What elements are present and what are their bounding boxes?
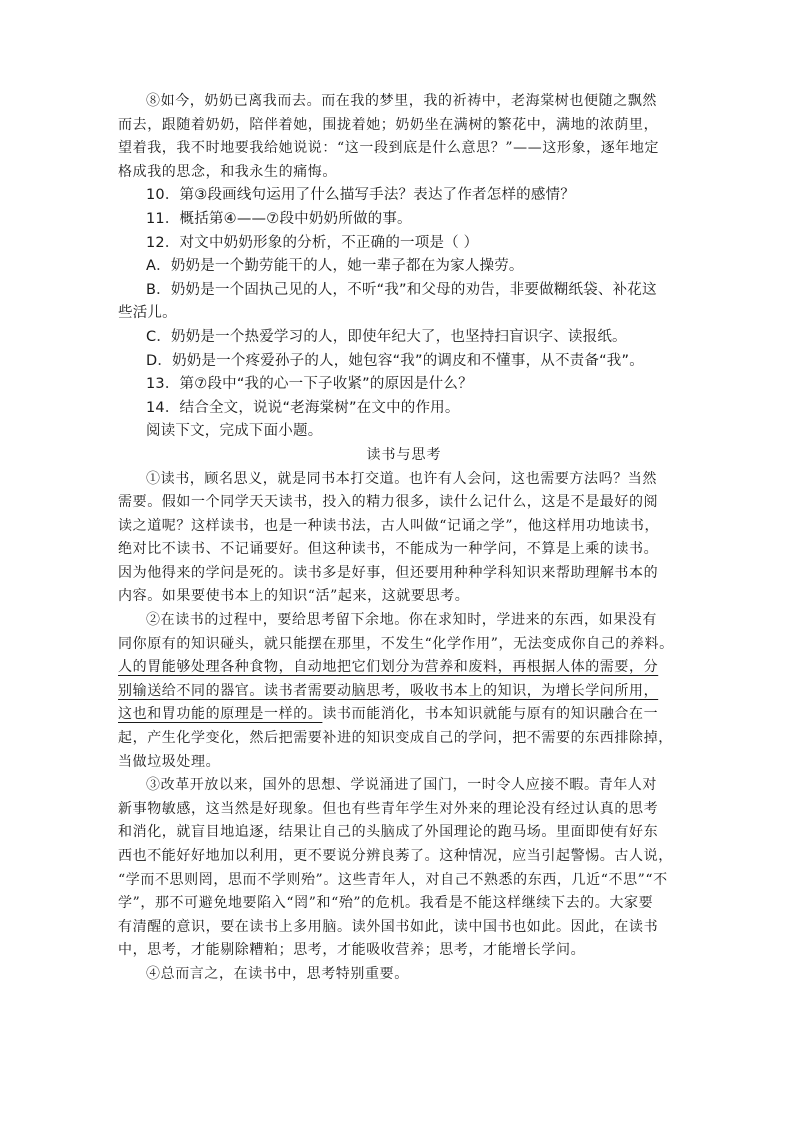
paragraph-line: 因为他得来的学问是死的。读书多是好事，但还要用种种学科知识来帮助理解书本的 xyxy=(118,564,659,581)
paragraph-line: ①读书，顾名思义，就是同书本打交道。也许有人会问，这也需要方法吗？当然 xyxy=(146,470,657,487)
reading-instruction: 阅读下文，完成下面小题。 xyxy=(146,423,323,440)
passage1-line: 而去，跟随着奶奶，陪伴着她，围拢着她；奶奶坐在满树的繁花中，满地的浓荫里， xyxy=(118,116,659,133)
paragraph-line: 读之道呢？这样读书，也是一种读书法，古人叫做“记诵之学”，他这样用功地读书， xyxy=(118,517,660,534)
passage1-ending xyxy=(118,90,690,184)
paragraph-line: 有清醒的意识，要在读书上多用脑。读外国书如此，读中国书也如此。因此，在读书 xyxy=(118,918,659,935)
sentence-continuation: 读书而能消化，书本知识就能与原有的知识融合在一 xyxy=(322,706,659,723)
passage1-line: 格成我的思念，和我永生的痛悔。 xyxy=(118,163,337,180)
question-10: 10．第③段画线句运用了什么描写手法？表达了作者怎样的感情？ xyxy=(146,187,575,204)
essay-paragraph-3 xyxy=(118,774,690,963)
paragraph-line: 需要。假如一个同学天天读书，投入的精力很多，读什么记什么，这是不是最好的阅 xyxy=(118,494,659,511)
option-b: B．奶奶是一个固执己见的人，不听“我”和父母的劝告，非要做糊纸袋、补花这 xyxy=(146,281,657,298)
essay-title: 读书与思考 xyxy=(366,446,442,463)
paragraph-line: 绝对比不读书、不记诵要好。但这种读书，不能成为一种学问，不算是上乘的读书。 xyxy=(118,541,659,558)
option-c: C．奶奶是一个热爱学习的人，即使年纪大了，也坚持扫盲识字、读报纸。 xyxy=(146,328,627,345)
paragraph-line: ②在读书的过程中，要给思考留下余地。你在求知时，学进来的东西，如果没有 xyxy=(146,612,657,629)
option-a: A．奶奶是一个勤劳能干的人，她一辈子都在为家人操劳。 xyxy=(146,258,524,275)
passage1-line: 望着我，我不时地要我给她说说：“这一段到底是什么意思？”——这形象，逐年地定 xyxy=(118,140,660,157)
underlined-sentence-end: 这也和胃功能的原理是一样的。 xyxy=(118,706,323,723)
paragraph-line: 学”，那不可避免地要陷入“罔”和“殆”的危机。我看是不能这样继续下去的。大家要 xyxy=(118,895,654,912)
paragraph-line: 内容。如果要使书本上的知识“活”起来，这就要思考。 xyxy=(118,588,470,605)
paragraph-line: 新事物敏感，这当然是好现象。但也有些青年学生对外来的理论没有经过认真的思考 xyxy=(118,800,659,817)
paragraph-line: 西也不能好好地加以利用，更不要说分辨良莠了。这种情况，应当引起警惕。古人说， xyxy=(118,848,673,864)
paragraph-line: 和消化，就盲目地追逐，结果让自己的头脑成了外国理论的跑马场。里面即使有好东 xyxy=(118,824,659,841)
paragraph-line: 起，产生化学变化，然后把需要补进的知识变成自己的学问，把不需要的东西排除掉， xyxy=(118,730,673,747)
passage1-line: ⑧如今，奶奶已离我而去。而在我的梦里，我的祈祷中，老海棠树也便随之飘然 xyxy=(146,93,657,109)
question-11: 11．概括第④——⑦段中奶奶所做的事。 xyxy=(146,210,412,227)
document-page xyxy=(118,90,690,987)
paragraph-line: ③改革开放以来，国外的思想、学说涌进了国门，一时令人应接不暇。青年人对 xyxy=(146,777,657,794)
question-list xyxy=(118,184,690,444)
paragraph-line: 同你原有的知识碰头，就只能摆在那里，不发生“化学作用”，无法变成你自己的养料。 xyxy=(118,635,674,652)
option-d: D．奶奶是一个疼爱孙子的人，她包容“我”的调皮和不懂事，从不责备“我”。 xyxy=(146,352,644,369)
essay-paragraph-1 xyxy=(118,468,690,610)
underlined-sentence-line: 别输送给不同的器官。读书者需要动脑思考，吸收书本上的知识，为增长学问所用， xyxy=(118,682,659,699)
paragraph-line: “学而不思则罔，思而不学则殆”。这些青年人，对自己不熟悉的东西，几近“不思”“不 xyxy=(118,871,668,888)
question-12: 12．对文中奶奶形象的分析，不正确的一项是（ ） xyxy=(146,234,479,251)
essay-paragraph-4: ④总而言之，在读书中，思考特别重要。 xyxy=(146,965,409,982)
paragraph-line-mixed xyxy=(118,703,690,727)
paragraph-line: 当做垃圾处理。 xyxy=(118,753,221,770)
question-14: 14．结合全文，说说“老海棠树”在文中的作用。 xyxy=(146,399,460,416)
question-13: 13．第⑦段中“我的心一下子收紧”的原因是什么？ xyxy=(146,376,473,393)
underlined-sentence-line: 人的胃能够处理各种食物，自动地把它们划分为营养和废料，再根据人体的需要，分 xyxy=(118,659,659,676)
essay-paragraph-2 xyxy=(118,609,690,774)
option-b-continued: 些活儿。 xyxy=(118,305,177,322)
paragraph-line: 中，思考，才能剔除糟粕；思考，才能吸收营养；思考，才能增长学问。 xyxy=(118,942,586,959)
